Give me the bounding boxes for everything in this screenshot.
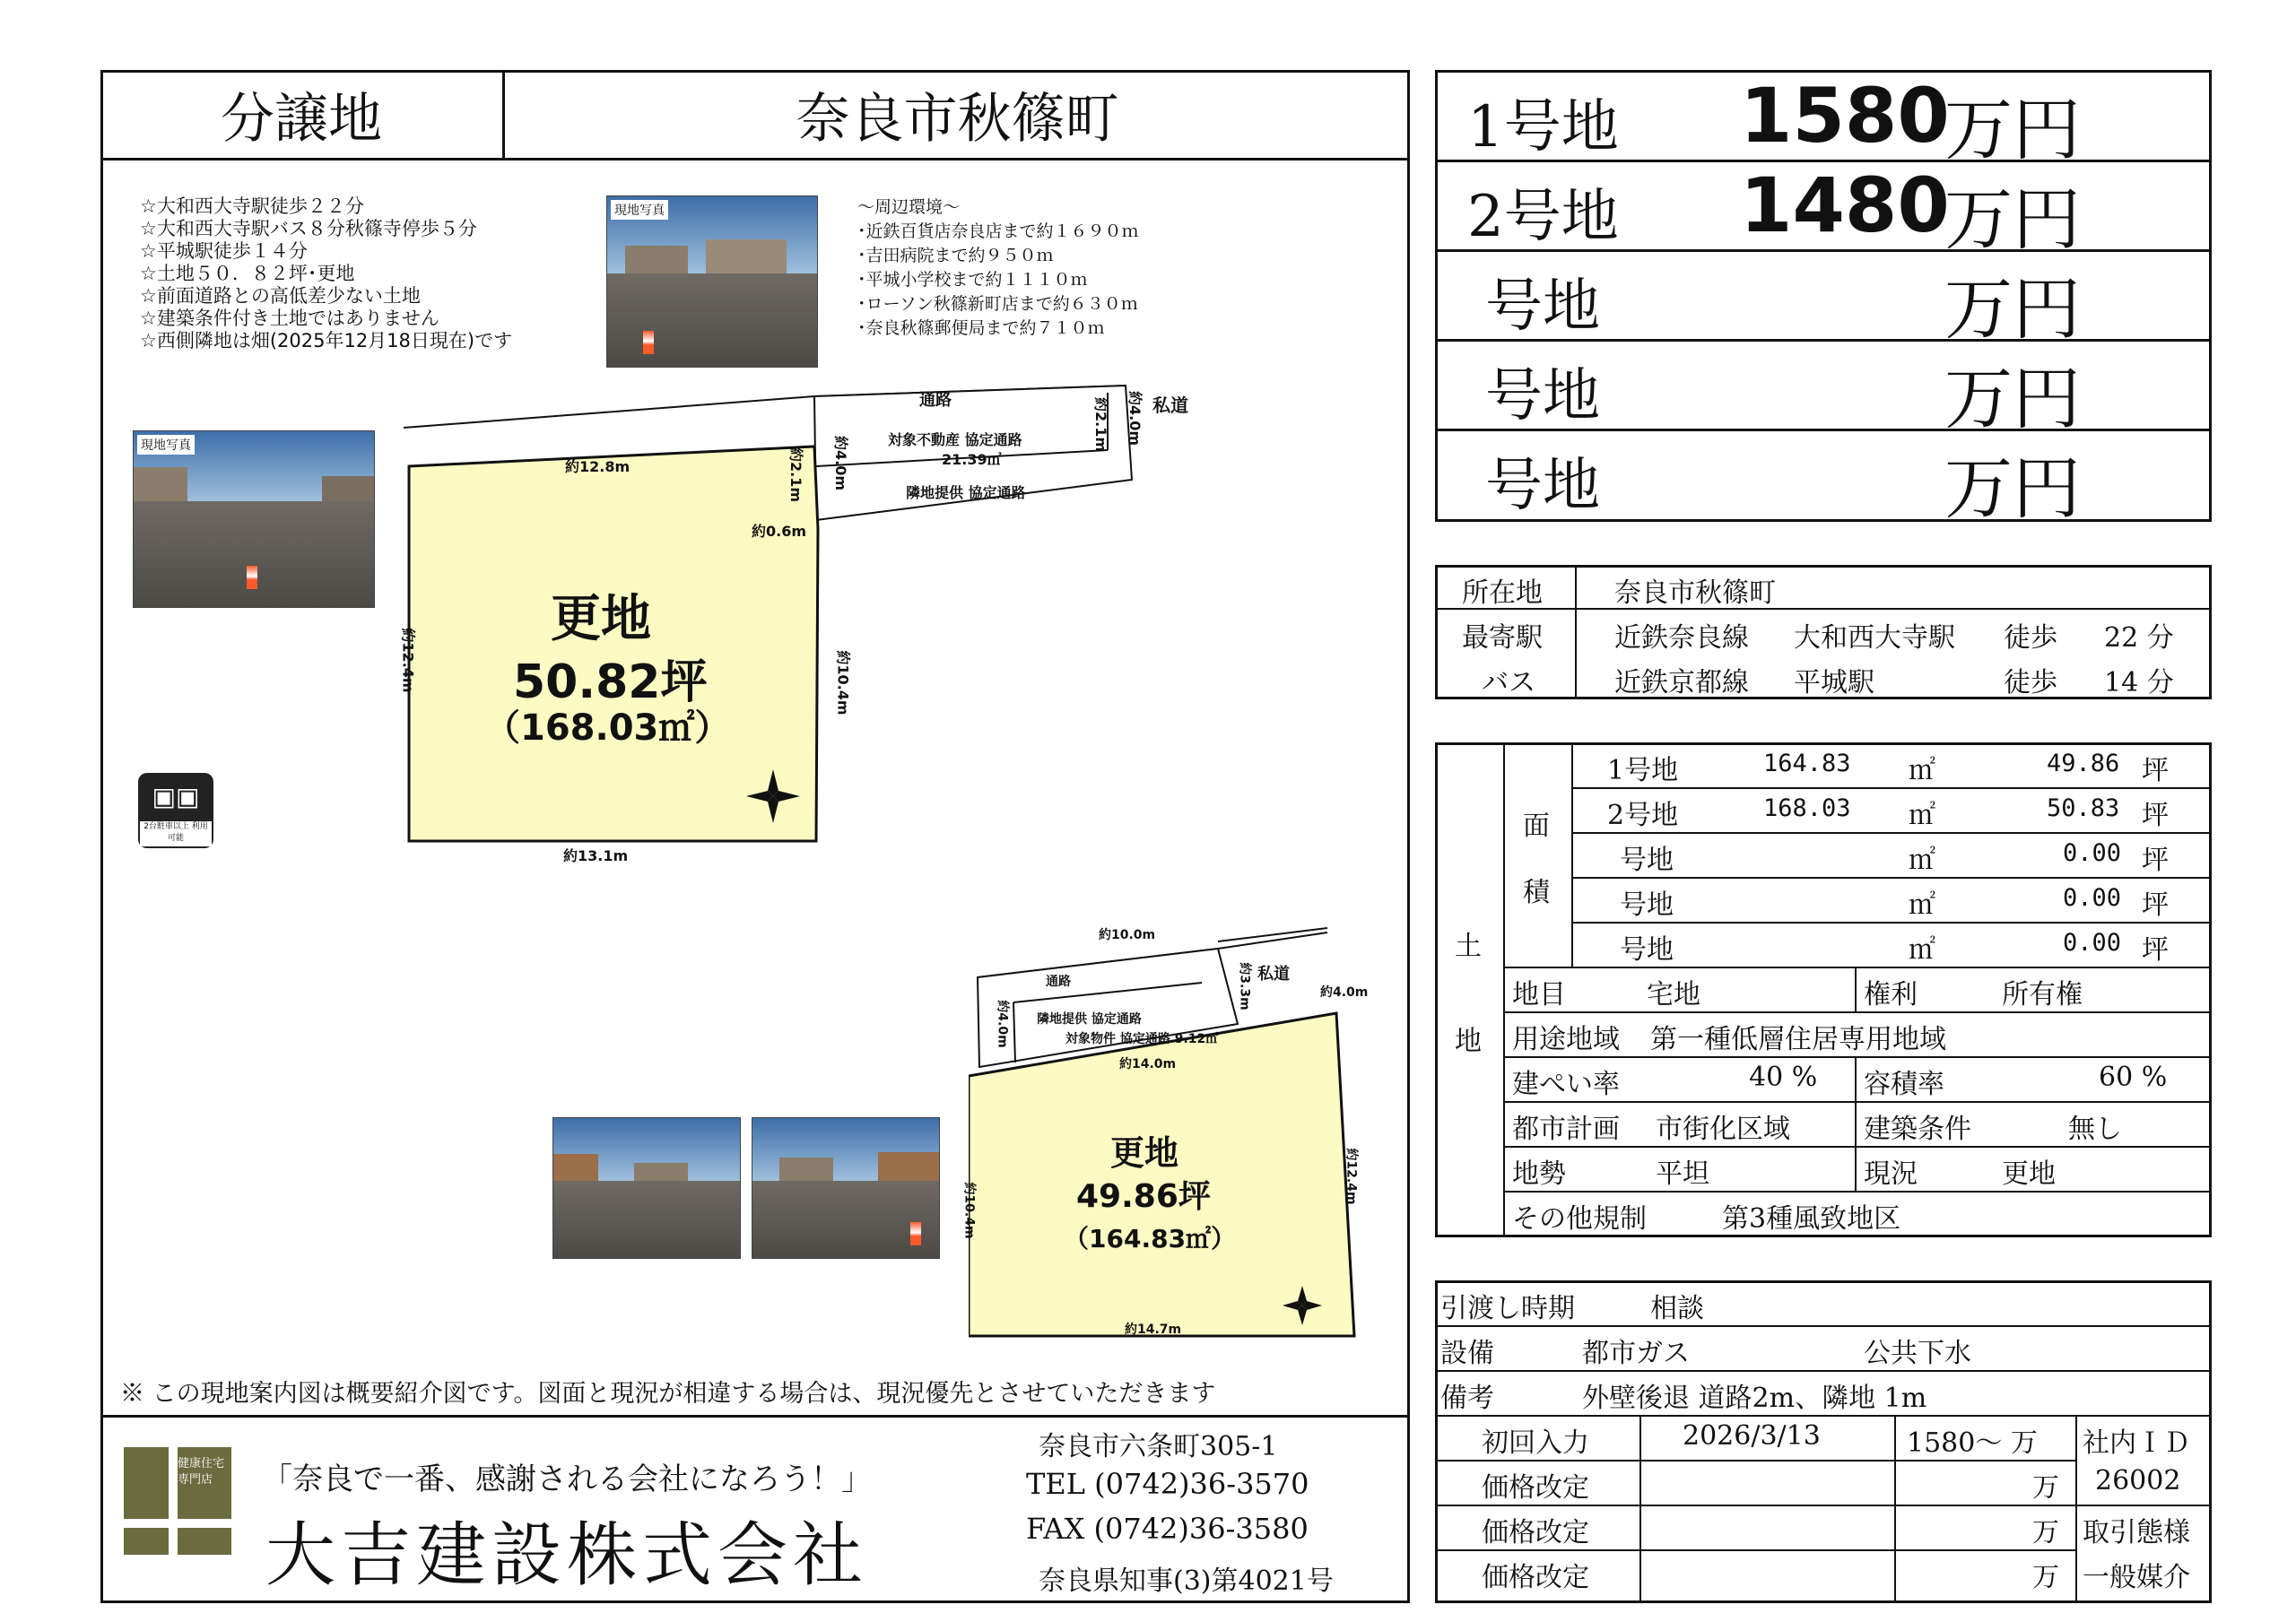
access-line: 近鉄京都線 [1614, 667, 1749, 698]
surroundings-item: ･吉田病院まで約９５０ｍ [857, 246, 1054, 265]
lot-title: 更地 [551, 590, 651, 648]
other-label: その他規制 [1512, 1203, 1647, 1235]
toshi-label: 都市計画 [1512, 1114, 1620, 1145]
row-divider [1503, 1191, 2212, 1193]
jouken-value: 無し [2068, 1114, 2122, 1145]
tsubo-unit: 坪 [2142, 845, 2169, 876]
tsubo-unit: 坪 [2142, 889, 2169, 921]
genkyou-value: 更地 [2002, 1158, 2056, 1190]
chimoku-label: 地目 [1512, 979, 1566, 1010]
youseki-label: 容積率 [1864, 1069, 1944, 1100]
col-divider [1503, 742, 1505, 1237]
access-minutes: 14 分 [2104, 667, 2174, 698]
price-lot: 号地 [1485, 363, 1600, 429]
area-label: 積 [1523, 877, 1550, 908]
genkyou-label: 現況 [1864, 1158, 1918, 1190]
sewer-value: 公共下水 [1864, 1338, 1971, 1369]
col-divider [1575, 565, 1577, 699]
chisei-value: 平坦 [1656, 1158, 1709, 1190]
row-divider [1435, 608, 2212, 610]
row-divider [1571, 832, 2212, 834]
dimension-label: 約2.1m [787, 447, 805, 503]
disclaimer: ※ この現地案内図は概要紹介図です。図面と現況が相違する場合は、現況優先とさせていただきます [120, 1380, 1216, 1408]
dimension-label: 約4.0m [1126, 390, 1144, 447]
area-label: 面 [1523, 811, 1550, 842]
row-divider [1571, 922, 2212, 924]
company-tel: TEL (0742)36-3570 [1026, 1467, 1309, 1501]
area-lot: 号地 [1620, 845, 1674, 876]
row-divider [1503, 967, 2212, 968]
kenpei-label: 建ぺい率 [1512, 1069, 1620, 1100]
area-lot: 号地 [1620, 934, 1674, 966]
area-tsubo: 0.00 [2063, 839, 2122, 867]
logo-mark [169, 1447, 178, 1555]
company-address: 奈良市六条町305-1 [1039, 1431, 1278, 1462]
dimension-label: 約14.0m [1119, 1057, 1177, 1071]
footer-divider [100, 1415, 1410, 1418]
company-slogan: 「奈良で一番、感謝される会社になろう！」 [262, 1462, 872, 1497]
dimension-label: 約10.4m [834, 650, 852, 716]
price-change-label: 価格改定 [1482, 1472, 1589, 1504]
price-unit: 万円 [1944, 448, 2081, 528]
row-divider [1571, 877, 2212, 879]
surroundings-title: ～周辺環境～ [857, 197, 961, 217]
dimension-label: 約12.4m [399, 628, 417, 693]
land-label: 土 [1455, 931, 1482, 962]
price-lot: 号地 [1485, 273, 1600, 340]
col-divider [1855, 1056, 1857, 1191]
dimension-label: 約10.0m [1099, 928, 1156, 942]
equipment-label: 設備 [1440, 1338, 1494, 1369]
deal-type-label: 取引態様 [2083, 1517, 2190, 1548]
dimension-label: 約3.3m [1237, 962, 1252, 1010]
access-minutes: 22 分 [2104, 622, 2174, 654]
access-walk: 徒歩 [2004, 667, 2057, 698]
other-value: 第3種風致地区 [1722, 1203, 1901, 1235]
deal-type-value: 一般媒介 [2083, 1562, 2190, 1593]
lot-label: 私道 [1152, 395, 1188, 416]
youto-value: 第一種低層住居専用地域 [1650, 1024, 1946, 1055]
price-value: 1480 [1740, 161, 1950, 249]
company-name: 大吉建設株式会社 [265, 1515, 869, 1596]
first-entry-date: 2026/3/13 [1683, 1420, 1821, 1452]
land-label: 地 [1455, 1026, 1482, 1057]
site-photo [606, 195, 818, 368]
row-divider [1435, 1370, 2212, 1372]
access-label: バス [1482, 667, 1535, 698]
lot-title: 更地 [1110, 1133, 1179, 1173]
parking-badge [138, 773, 213, 848]
dimension-label: 約12.4m [1344, 1148, 1359, 1205]
col-divider [1894, 1415, 1896, 1603]
company-license: 奈良県知事(3)第4021号 [1039, 1566, 1334, 1597]
lot-label: 私道 [1257, 965, 1290, 984]
company-logo [124, 1447, 231, 1555]
row-divider [1571, 787, 2212, 789]
lot-sqm: （168.03㎡） [484, 707, 731, 749]
surroundings-item: ･ローソン秋篠新町店まで約６３０ｍ [857, 294, 1138, 314]
car-icon: ▣▣ [152, 782, 200, 811]
surroundings-item: ･平城小学校まで約１１１０ｍ [857, 270, 1088, 290]
access-label: 所在地 [1462, 577, 1543, 609]
surroundings-item: ･奈良秋篠郵便局まで約７１０ｍ [857, 318, 1105, 338]
handover-label: 引渡し時期 [1440, 1293, 1575, 1324]
kenri-label: 権利 [1864, 979, 1918, 1010]
youto-label: 用途地域 [1512, 1024, 1620, 1055]
access-walk: 徒歩 [2004, 622, 2057, 654]
row-divider [1503, 1101, 2212, 1103]
area-lot: 2号地 [1607, 800, 1679, 831]
photo-tag: 現地写真 [137, 435, 195, 455]
price-value: 1580 [1740, 72, 1950, 160]
feature-item: ☆建築条件付き土地ではありません [140, 308, 439, 329]
location-title: 奈良市秋篠町 [796, 88, 1119, 151]
dimension-label: 約14.7m [1125, 1323, 1182, 1337]
lot-label: 対象物件 協定通路 9.12㎡ [1065, 1032, 1219, 1046]
chimoku-value: 宅地 [1647, 979, 1700, 1010]
surroundings [857, 195, 1139, 341]
handover-value: 相談 [1650, 1293, 1704, 1324]
gas-value: 都市ガス [1582, 1338, 1690, 1369]
feature-item: ☆平城駅徒歩１４分 [140, 240, 308, 262]
sqm-unit: ㎡ [1909, 934, 1935, 966]
price-unit: 万円 [1944, 269, 2081, 349]
area-lot: 1号地 [1607, 755, 1679, 786]
access-location: 奈良市秋篠町 [1614, 577, 1776, 609]
category-title: 分譲地 [221, 88, 382, 151]
sqm-unit: ㎡ [1909, 845, 1935, 876]
dimension-label: 約2.1m [1092, 396, 1110, 453]
feature-list [140, 195, 512, 352]
remarks-label: 備考 [1440, 1383, 1494, 1414]
area-tsubo: 50.83 [2047, 794, 2120, 822]
dimension-label: 約0.6m [752, 523, 807, 540]
feature-item: ☆大和西大寺駅徒歩２２分 [140, 195, 364, 217]
company-fax: FAX (0742)36-3580 [1026, 1512, 1309, 1546]
toshi-value: 市街化区域 [1656, 1114, 1790, 1145]
dimension-label: 約12.8m [565, 458, 631, 475]
price-change-unit: 万 [2032, 1517, 2059, 1548]
internal-id-label: 社内ＩＤ [2083, 1427, 2190, 1459]
internal-id-value: 26002 [2095, 1465, 2181, 1496]
sqm-unit: ㎡ [1909, 755, 1935, 786]
col-divider [1571, 742, 1573, 967]
lot-label: 通路 [1046, 975, 1071, 989]
first-entry-price: 1580～ 万 [1907, 1427, 2038, 1459]
chisei-label: 地勢 [1512, 1158, 1566, 1190]
access-station: 平城駅 [1794, 667, 1874, 698]
surroundings-item: ･近鉄百貨店奈良店まで約１６９０ｍ [857, 221, 1139, 241]
kenri-value: 所有権 [2002, 979, 2083, 1010]
access-line: 近鉄奈良線 [1614, 622, 1749, 654]
sqm-unit: ㎡ [1909, 800, 1935, 831]
sqm-unit: ㎡ [1909, 889, 1935, 921]
price-change-label: 価格改定 [1482, 1562, 1589, 1593]
lot-label: 通路 [919, 391, 952, 410]
feature-item: ☆前面道路との高低差少ない土地 [140, 285, 421, 307]
youseki-value: 60 % [2099, 1062, 2168, 1093]
header-divider [100, 158, 1410, 160]
price-lot: 1号地 [1467, 94, 1619, 160]
parking-label: 2台駐車以上 利用可能 [140, 821, 212, 846]
photo-tag: 現地写真 [611, 200, 668, 220]
area-sqm: 164.83 [1763, 750, 1851, 777]
row-divider [1435, 1549, 2075, 1551]
feature-item: ☆大和西大寺駅バス８分秋篠寺停歩５分 [140, 218, 477, 239]
feature-item: ☆西側隣地は畑(2025年12月18日現在)です [140, 330, 513, 351]
dimension-label: 約4.0m [995, 1000, 1010, 1048]
access-station: 大和西大寺駅 [1794, 622, 1955, 654]
logo-mark [124, 1519, 231, 1528]
price-unit: 万円 [1944, 179, 2081, 259]
price-change-unit: 万 [2032, 1562, 2059, 1593]
area-tsubo: 49.86 [2047, 750, 2120, 777]
area-sqm: 168.03 [1763, 794, 1851, 822]
lot-label: 隣地提供 協定通路 [1037, 1012, 1142, 1027]
row-divider [1435, 1415, 2212, 1417]
price-change-unit: 万 [2032, 1472, 2059, 1504]
col-divider [1639, 1415, 1641, 1603]
dimension-label: 約10.4m [961, 1182, 977, 1239]
row-divider [1435, 1325, 2212, 1327]
tsubo-unit: 坪 [2142, 755, 2169, 786]
row-divider [1503, 1056, 2212, 1058]
site-photo [133, 430, 375, 608]
access-label: 最寄駅 [1462, 622, 1543, 654]
lot-label: 隣地提供 協定通路 [906, 484, 1026, 501]
lot-label: 21.39㎡ [942, 451, 1002, 468]
site-photo [752, 1117, 940, 1259]
dimension-label: 約4.0m [832, 435, 850, 491]
price-lot: 号地 [1485, 453, 1600, 519]
row-divider [1503, 1146, 2212, 1148]
row-divider [1503, 1011, 2212, 1013]
dimension-label: 約4.0m [1320, 985, 1369, 1000]
row-divider [1435, 1460, 2075, 1462]
area-lot: 号地 [1620, 889, 1674, 921]
first-entry-label: 初回入力 [1482, 1427, 1589, 1459]
price-unit: 万円 [1944, 90, 2081, 169]
site-photo [552, 1117, 741, 1259]
feature-item: ☆土地５０．８２坪･更地 [140, 263, 355, 284]
row-divider [1435, 1505, 2212, 1506]
top-lot-map [395, 381, 1166, 865]
kenpei-value: 40 % [1749, 1062, 1818, 1093]
col-divider [2075, 1415, 2077, 1603]
jouken-label: 建築条件 [1864, 1114, 1971, 1145]
lot-label: 対象不動産 協定通路 [888, 431, 1022, 448]
area-tsubo: 0.00 [2063, 884, 2122, 912]
logo-badge: 健康住宅 専門店 [178, 1457, 225, 1487]
tsubo-unit: 坪 [2142, 800, 2169, 831]
col-divider [1855, 967, 1857, 1011]
lot-sqm: （164.83㎡） [1064, 1224, 1237, 1253]
price-unit: 万円 [1944, 359, 2081, 438]
tsubo-unit: 坪 [2142, 934, 2169, 966]
lot-tsubo: 50.82坪 [513, 655, 708, 709]
price-change-label: 価格改定 [1482, 1517, 1589, 1548]
lot-tsubo: 49.86坪 [1076, 1178, 1211, 1215]
area-tsubo: 0.00 [2063, 929, 2122, 957]
remarks-value: 外壁後退 道路2m、隣地 1m [1582, 1383, 1927, 1414]
price-lot: 2号地 [1467, 184, 1619, 250]
dimension-label: 約13.1m [563, 847, 629, 864]
